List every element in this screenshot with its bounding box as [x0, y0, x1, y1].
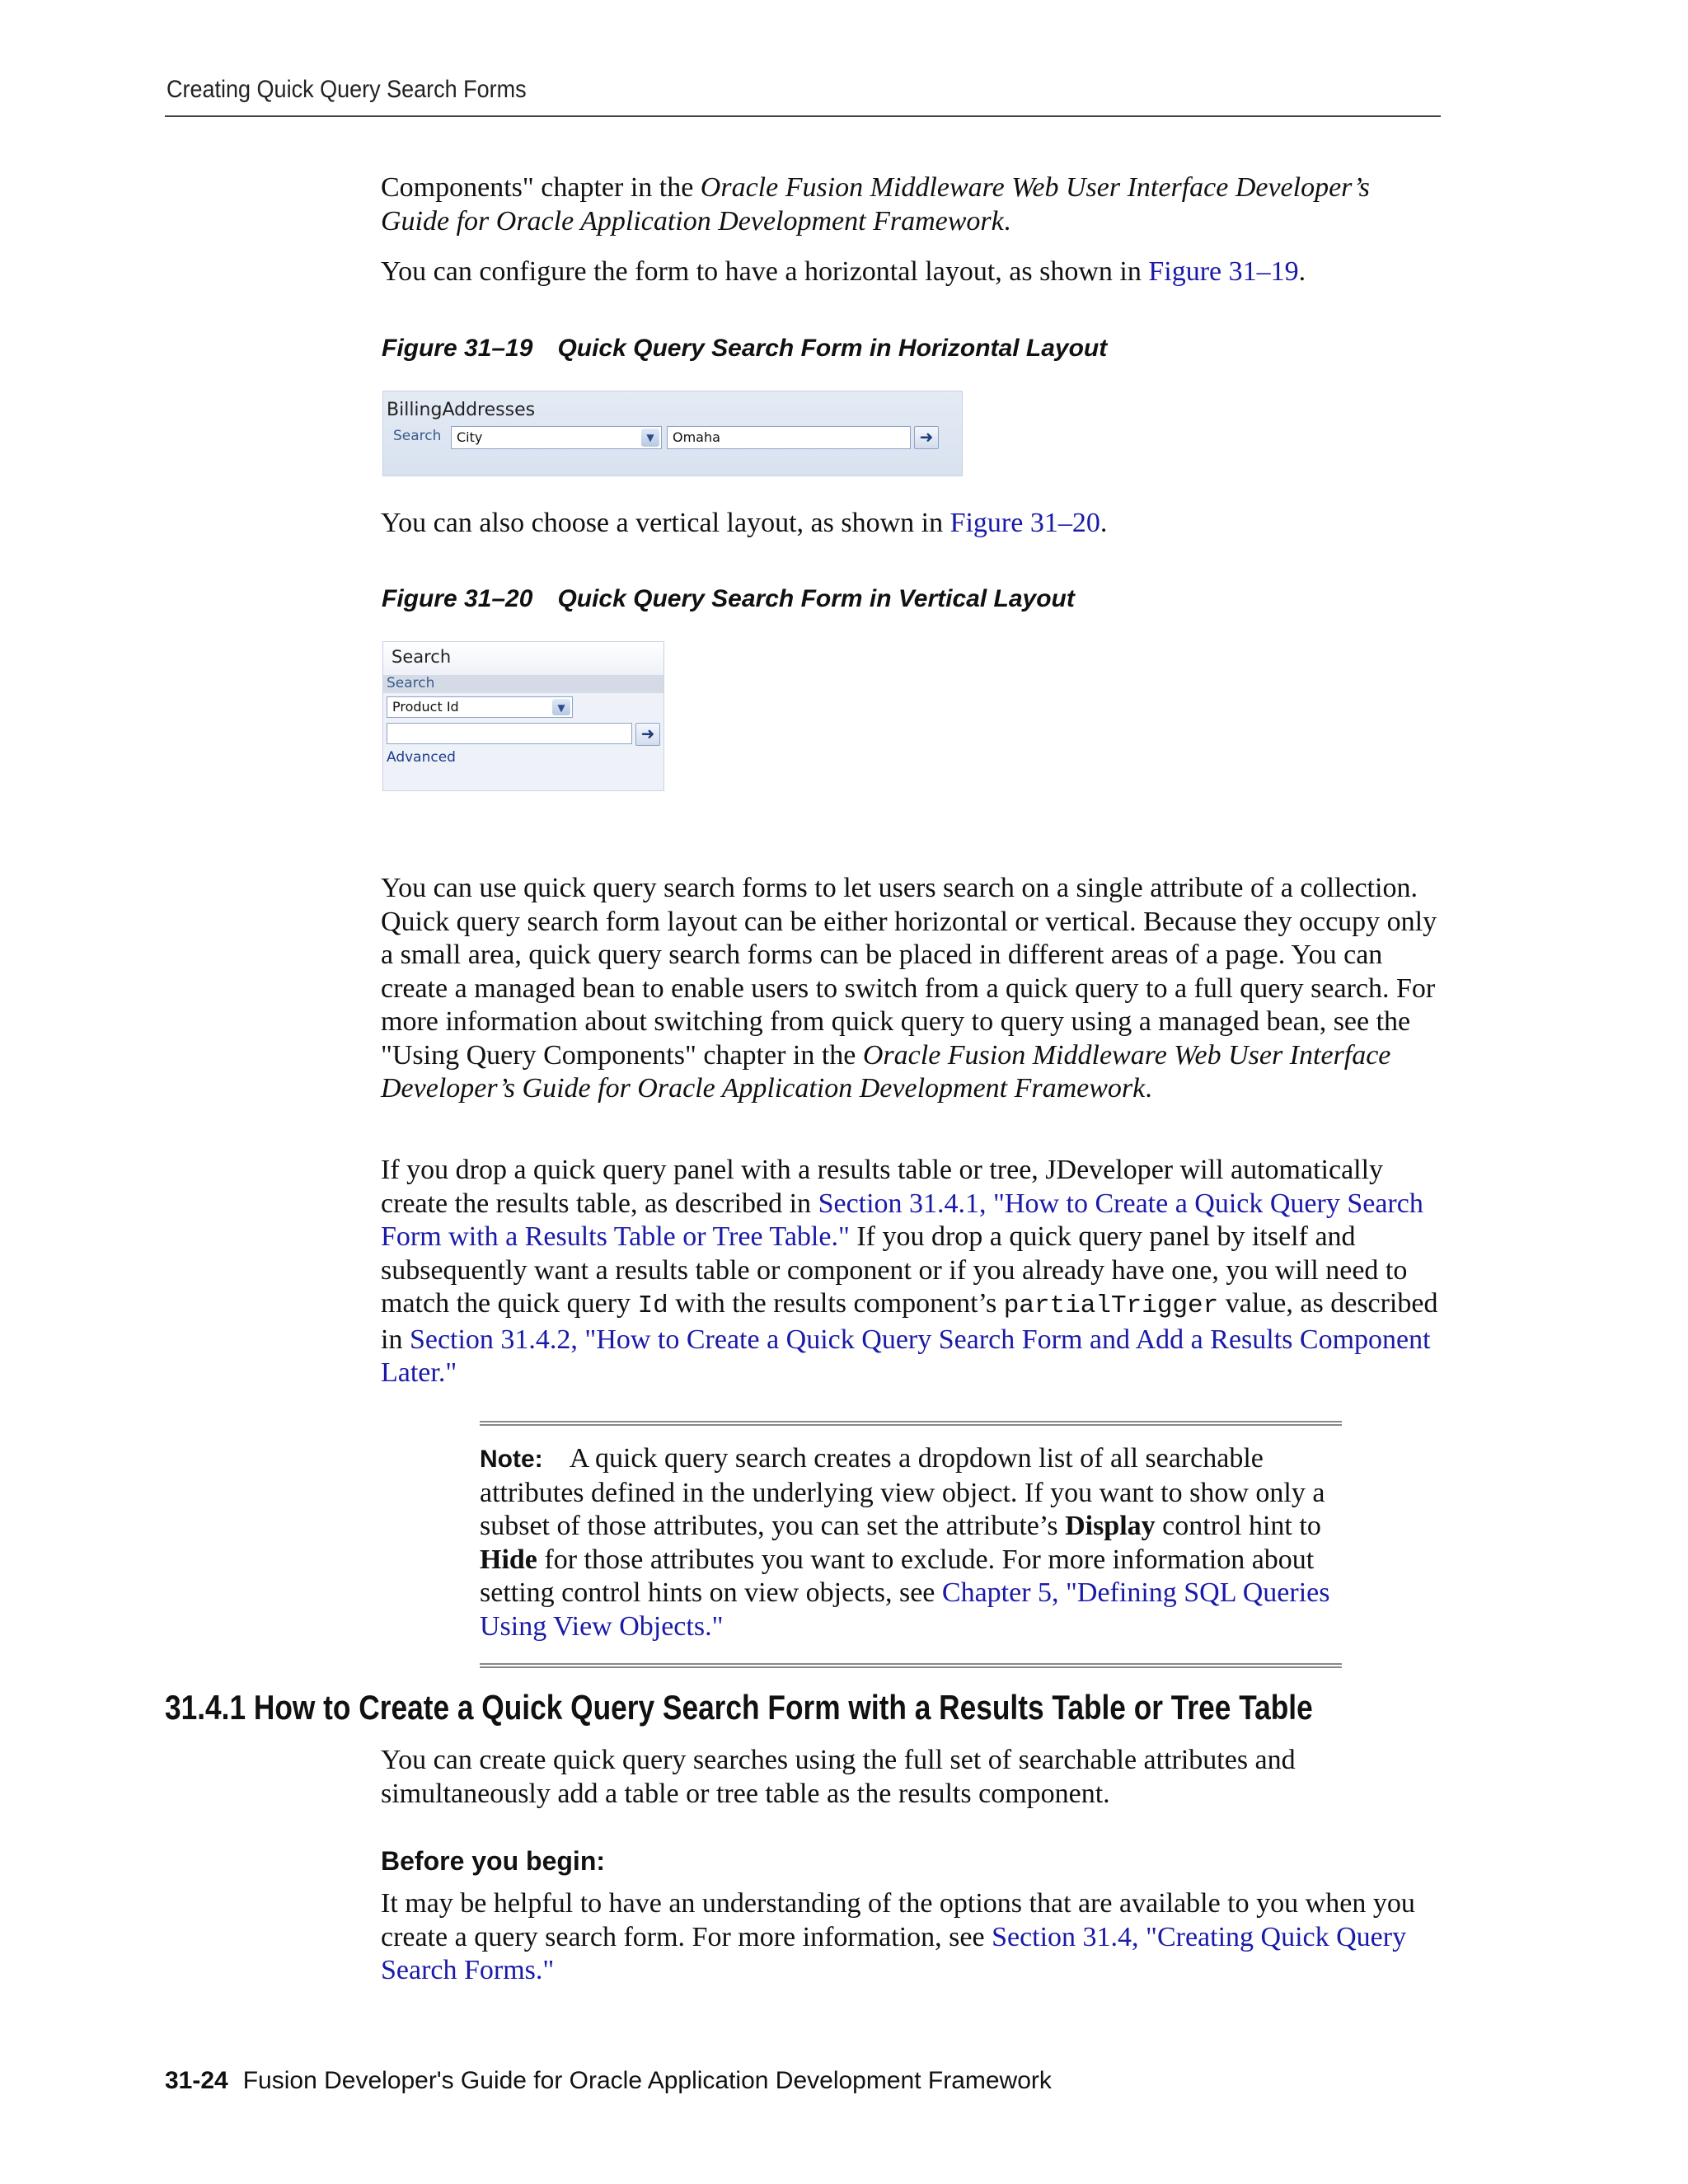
figure-title: Quick Query Search Form in Vertical Layout [557, 585, 1075, 612]
search-label: Search [383, 675, 663, 693]
vertical-end: . [1100, 508, 1108, 538]
panel-title: BillingAddresses [387, 400, 536, 420]
figure-number: Figure 31–19 [382, 335, 533, 362]
figure-31-19-link[interactable]: Figure 31–19 [1148, 256, 1299, 287]
note-hide: Hide [480, 1544, 537, 1575]
note-display: Display [1065, 1511, 1156, 1541]
quick-query-overview-paragraph [381, 872, 1444, 1106]
figure-31-19-caption [382, 335, 1107, 363]
code-id: Id [637, 1291, 668, 1320]
arrow-right-icon: ➜ [640, 724, 655, 743]
panel-title: Search [392, 647, 452, 667]
vertical-text: You can also choose a vertical layout, as shown in [381, 508, 950, 538]
note-label: Note: [480, 1446, 543, 1473]
intro-paragraph [381, 171, 1444, 238]
chevron-down-icon[interactable]: ▼ [552, 699, 570, 715]
advanced-link[interactable]: Advanced [387, 749, 456, 766]
note-text-3: for those attributes you want to exclude. For more information about setting control hints on view objects, see [480, 1544, 1315, 1608]
chapter-5-link[interactable]: Chapter 5, "Defining SQL Queries Using View Objects." [480, 1577, 1330, 1642]
search-input[interactable]: Omaha [667, 426, 911, 449]
figure-title: Quick Query Search Form in Horizontal Layout [557, 335, 1108, 362]
section-intro-text: You can create quick query searches using the full set of searchable attributes and simultaneously add a table or tree table as the results component. [381, 1745, 1296, 1809]
note-text [480, 1442, 1342, 1643]
running-header: Creating Quick Query Search Forms [166, 76, 527, 103]
header-rule [165, 115, 1441, 117]
section-intro-paragraph [381, 1744, 1444, 1811]
book-title: Fusion Developer's Guide for Oracle Application Development Framework [242, 2067, 1052, 2094]
search-input[interactable] [387, 723, 632, 744]
attribute-select[interactable] [387, 696, 573, 718]
attribute-value: Product Id [392, 699, 459, 715]
before-you-begin-paragraph [381, 1887, 1444, 1988]
go-button[interactable] [914, 426, 939, 449]
horizontal-end: . [1298, 256, 1306, 287]
attribute-select[interactable] [451, 426, 662, 449]
horizontal-quick-query-form [382, 391, 963, 476]
horizontal-text: You can configure the form to have a horizontal layout, as shown in [381, 256, 1149, 287]
figure-31-20-link[interactable]: Figure 31–20 [950, 508, 1100, 538]
attribute-value: City [457, 429, 483, 445]
results-text-3: with the results component’s [668, 1288, 1004, 1319]
results-text-4: value, as described in [381, 1288, 1438, 1355]
intro-book-title: Oracle Fusion Middleware Web User Interface Developer’s [700, 172, 1370, 203]
vertical-quick-query-form [382, 641, 664, 791]
arrow-right-icon: ➜ [919, 427, 934, 447]
note-text-1: A quick query search creates a dropdown list of all searchable attributes defined in the underlying view object. If you want to show only a subset of those attributes, you can set the attribute’s [480, 1443, 1325, 1541]
before-you-begin-heading: Before you begin: [381, 1846, 606, 1876]
note-text-2: control hint to [1155, 1511, 1321, 1541]
intro-book-title-cont: Guide for Oracle Application Development Framework [381, 205, 1004, 237]
section-heading: 31.4.1 How to Create a Quick Query Search Form with a Results Table or Tree Table [165, 1688, 1313, 1727]
results-text-1: If you drop a quick query panel with a results table or tree, JDeveloper will automatically create the results table, as described in [381, 1155, 1384, 1219]
figure-number: Figure 31–20 [382, 585, 533, 612]
search-label: Search [393, 428, 442, 444]
code-partial-trigger: partialTrigger [1003, 1291, 1219, 1320]
vertical-layout-paragraph [381, 507, 1444, 541]
go-button[interactable] [635, 723, 660, 746]
page-number: 31-24 [165, 2067, 228, 2094]
intro-text: Components" chapter in the [381, 172, 701, 203]
section-31-4-1-link[interactable]: Section 31.4.1, "How to Create a Quick Query Search Form with a Results Table or Tree Table." [381, 1188, 1423, 1252]
page-footer [165, 2067, 1052, 2095]
chevron-down-icon[interactable]: ▼ [641, 429, 659, 447]
before-text: It may be helpful to have an understanding of the options that are available to you when you create a query search form. For more information, see [381, 1888, 1415, 1952]
results-text-2: If you drop a quick query panel by itself and subsequently want a results table or component or if you already have one, you will need to match the quick query [381, 1221, 1408, 1319]
section-31-4-2-link[interactable]: Section 31.4.2, "How to Create a Quick Query Search Form and Add a Results Component Later." [381, 1324, 1431, 1388]
section-31-4-link[interactable]: Section 31.4, "Creating Quick Query Search Forms." [381, 1921, 1407, 1985]
figure-31-20-caption [382, 585, 1075, 613]
note-box [480, 1421, 1342, 1668]
overview-end: . [1145, 1073, 1152, 1104]
results-table-paragraph [381, 1154, 1444, 1390]
horizontal-layout-paragraph [381, 255, 1444, 289]
overview-book-title: Oracle Fusion Middleware Web User Interface Developer’s Guide for Oracle Application Development Framework [381, 1039, 1391, 1104]
intro-end: . [1003, 205, 1011, 237]
overview-text: You can use quick query search forms to let users search on a single attribute of a collection. Quick query search form layout can be either horizontal or vertical. Because they occupy only a small area, quick query search forms can be placed in different areas of a page. You can create a managed bean to enable users to switch from a quick query to a full query search. For more information about switching from quick query to query using a managed bean, see the "Using Query Components" chapter in the [381, 873, 1437, 1071]
